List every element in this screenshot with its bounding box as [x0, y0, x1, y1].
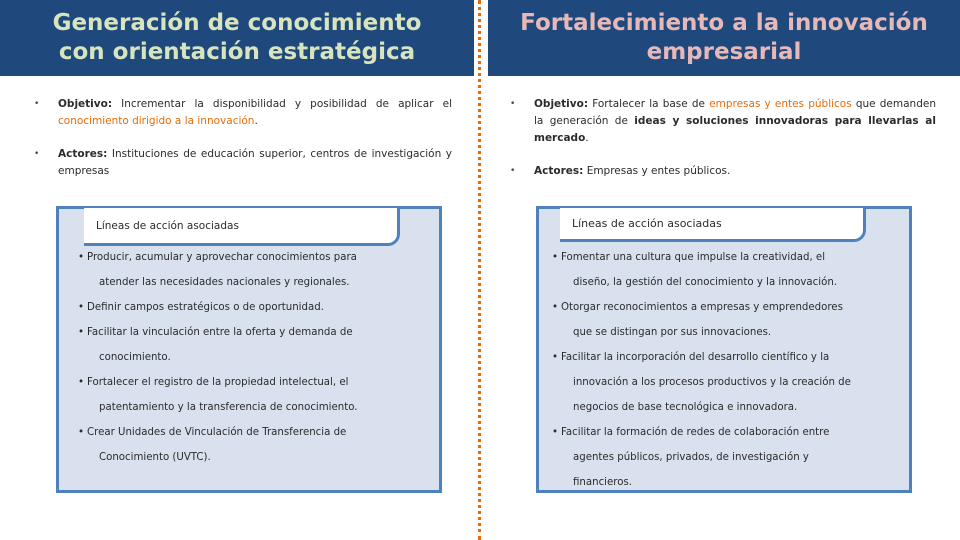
left-actores	[34, 146, 452, 180]
action-line: diseño, la gestión del conocimiento y la innovación.	[573, 277, 838, 288]
dotted-divider	[478, 0, 481, 540]
left-objetivo-text: Incrementar la disponibilidad y posibilidad de aplicar el	[121, 98, 452, 110]
left-title-line1: Generación de conocimiento	[52, 10, 422, 36]
left-objetivo-highlight: conocimiento dirigido a la innovación	[58, 115, 255, 127]
left-objetivo	[34, 96, 452, 130]
right-objetivo-highlight1: empresas y entes públicos	[709, 98, 852, 110]
action-line: Conocimiento (UVTC).	[99, 452, 211, 463]
list-item	[552, 345, 892, 420]
list-item	[552, 295, 892, 345]
left-actores-text: Instituciones de educación superior, centros de investigación y empresas	[58, 148, 452, 177]
list-item	[78, 245, 398, 295]
action-line: • Producir, acumular y aprovechar conocimientos para	[87, 252, 357, 263]
left-actores-label: Actores:	[58, 148, 108, 160]
action-line: que se distingan por sus innovaciones.	[573, 327, 772, 338]
action-line: • Facilitar la incorporación del desarrollo científico y la	[561, 352, 830, 363]
right-objetivo-highlight2: ideas y soluciones innovadoras para llevarlas al mercado	[534, 115, 936, 144]
right-header	[488, 0, 960, 76]
left-title-line2: con orientación estratégica	[58, 39, 416, 65]
list-item	[552, 245, 892, 295]
action-line: atender las necesidades nacionales y regionales.	[99, 277, 350, 288]
list-item	[78, 420, 398, 470]
action-line: • Crear Unidades de Vinculación de Transferencia de	[87, 427, 347, 438]
right-objetivo-label: Objetivo:	[534, 98, 589, 110]
left-title	[53, 9, 422, 67]
list-item	[552, 420, 892, 495]
right-objetivo	[510, 96, 936, 147]
right-actions-list	[552, 245, 892, 495]
right-actores-text: Empresas y entes públicos.	[586, 165, 731, 177]
left-header	[0, 0, 474, 76]
left-objetivo-label: Objetivo:	[58, 98, 113, 110]
right-objetivo-end: .	[585, 132, 589, 144]
right-title-line1: Fortalecimiento a la innovación	[520, 10, 928, 36]
right-title	[520, 9, 928, 67]
action-line: conocimiento.	[99, 352, 171, 363]
right-actores-label: Actores:	[534, 165, 584, 177]
list-item	[78, 320, 398, 370]
action-line: • Fomentar una cultura que impulse la creatividad, el	[561, 252, 826, 263]
action-line: patentamiento y la transferencia de conocimiento.	[99, 402, 358, 413]
left-objetivo-end: .	[254, 115, 258, 127]
action-line: innovación a los procesos productivos y la creación de	[573, 377, 851, 388]
left-intro-list	[34, 96, 452, 196]
right-actores	[510, 163, 936, 180]
right-title-line2: empresarial	[646, 39, 802, 65]
right-intro-list	[510, 96, 936, 196]
action-line: • Fortalecer el registro de la propiedad intelectual, el	[87, 377, 349, 388]
action-line: • Facilitar la vinculación entre la oferta y demanda de	[87, 327, 353, 338]
right-tab-label: Líneas de acción asociadas	[572, 217, 722, 230]
action-line: negocios de base tecnológica e innovadora.	[573, 402, 798, 413]
left-actions-tab	[84, 208, 400, 246]
list-item	[78, 295, 398, 320]
action-line: • Otorgar reconocimientos a empresas y emprendedores	[561, 302, 843, 313]
action-line: • Facilitar la formación de redes de colaboración entre	[561, 427, 830, 438]
action-line: • Definir campos estratégicos o de oportunidad.	[87, 302, 324, 313]
list-item	[78, 370, 398, 420]
right-objetivo-text2: que demanden la generación de	[534, 98, 936, 127]
action-line: financieros.	[573, 477, 633, 488]
right-actions-tab	[560, 208, 866, 242]
action-line: agentes públicos, privados, de investigación y	[573, 452, 809, 463]
right-objetivo-text1: Fortalecer la base de	[592, 98, 705, 110]
left-tab-label: Líneas de acción asociadas	[96, 219, 239, 232]
left-actions-list	[78, 245, 398, 470]
